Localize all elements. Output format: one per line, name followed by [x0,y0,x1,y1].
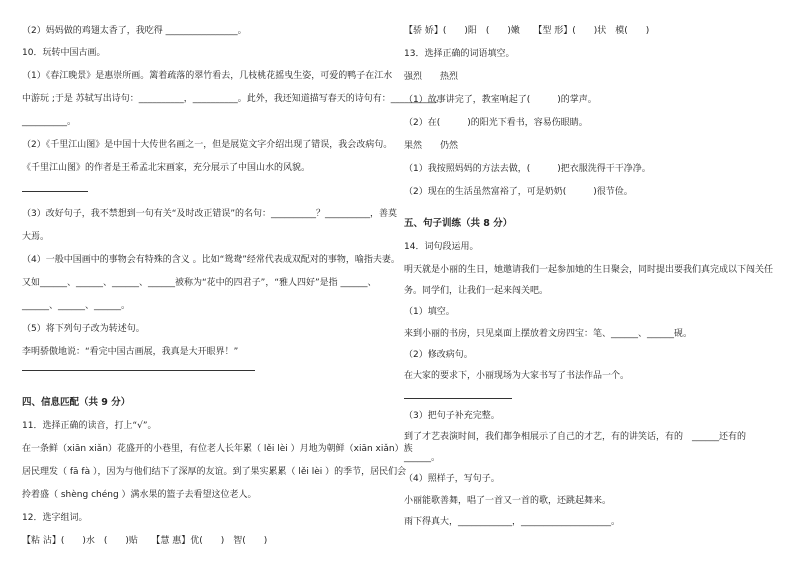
text-line: 拎着盛（ shèng chéng ）满水果的篮子去看望这位老人。 [22,490,257,500]
text-line: 务。同学们，让我们一起来闯关吧。 [404,286,549,296]
text-line: （2）《千里江山图》是中国十大传世名画之一，但是展览文字介绍出现了错误，我会改病句。 [22,140,393,150]
text-line: 又如______、______、______、______被称为“花中的四君子”，“雅人四好”是指 ______、 [22,278,377,288]
text-line: （1）填空。 [404,307,455,317]
question-10-title: 10．玩转中国古画。 [22,48,106,58]
text-line: （1）故事讲完了，教室响起了( )的掌声。 [404,95,597,105]
text-line: 来到小丽的书房，只见桌面上摆放着文房四宝：笔、______、______砚。 [404,329,693,339]
text-line: 在一条鲜（xiān xiǎn）花盛开的小巷里，有位老人长年累（ lěi lèi ）月地为朝鲜（xiān xiǎn）族 [22,444,413,454]
text-line: 雨下得真大，____________，____________________。 [404,517,621,527]
text-line: 小丽能歌善舞，唱了一首又一首的歌，还跳起舞来。 [404,496,612,506]
text-line: ______。 [404,453,441,463]
text-line: 在大家的要求下，小丽现场为大家书写了书法作品一个。 [404,371,630,381]
text-line: __________。 [22,117,77,127]
text-line: （3）改好句子，我不禁想到一句有关“及时改正错误”的名句：__________？__________，善莫 [22,209,398,219]
text-line: （2）现在的生活虽然富裕了，可是奶奶( )很节俭。 [404,187,633,197]
text-line: 李明骄傲地说：“看完中国古画展，我真是大开眼界！” [22,347,239,357]
text-line: ______、______、______。 [22,301,131,311]
text-line: 居民理发（ fā fà ），因为与他们结下了深厚的友谊。到了果实累累（ lěi lèi ）的季节，居民们会 [22,467,407,477]
text-line: （2）妈妈做的鸡翅太香了，我吃得 ________________。 [22,26,247,36]
text-line: 【骄 娇】( )阳 ( )嫩 【型 形】( )状 模( ) [404,26,650,36]
question-14-title: 14．词句段运用。 [404,242,479,252]
text-line: （2）修改病句。 [404,350,473,360]
section-4-heading: 四、信息匹配（共 9 分） [22,397,131,408]
text-line: 到了才艺表演时间，我们都争相展示了自己的才艺，有的讲笑话，有的 ______还有的 [404,432,747,442]
question-12-title: 12．选字组词。 [22,513,88,523]
section-5-heading: 五、句子训练（共 8 分） [404,218,513,229]
text-line: （3）把句子补充完整。 [404,411,500,421]
text-line: 中游玩 ;于是 苏轼写出诗句：__________，__________。此外，我还知道描写春天的诗句有：__________， [22,94,445,104]
question-13-title: 13．选择正确的词语填空。 [404,49,515,59]
text-line: （4）照样子，写句子。 [404,474,500,484]
text-line: 11．选择正确的读音，打上“√”。 [22,421,157,431]
text-line: 大焉。 [22,232,50,242]
text-line: 《千里江山图》的作者是王希孟北宋画家，充分展示了中国山水的风貌。 [22,163,311,173]
word-choices: 果然 仍然 [404,141,459,151]
text-line: （1）《春江晚景》是惠崇所画。篱着疏落的翠竹看去，几枝桃花摇曳生姿，可爱的鸭子在江水 [22,71,393,81]
text-line: （4）一般中国画中的事物会有特殊的含义 。比如“鸳鸯”经常代表成双配对的事物，喻指夫妻。 [22,255,400,265]
text-line: （5）将下列句子改为转述句。 [22,324,145,334]
answer-line [404,398,512,399]
word-choices: 强烈 热烈 [404,72,459,82]
text-line: 明天就是小丽的生日，她邀请我们一起参加她的生日聚会，同时提出要我们真完成以下闯关任 [404,265,774,275]
text-line: 【粘 沾】( )水 ( )贴 【慧 惠】优( ) 智( ) [22,536,268,546]
text-line: （2）在( )的阳光下看书，容易伤眼睛。 [404,118,588,128]
text-line: （1）我按照妈妈的方法去做，( )把衣服洗得干干净净。 [404,164,651,174]
answer-line [22,191,88,192]
answer-line [22,370,255,371]
